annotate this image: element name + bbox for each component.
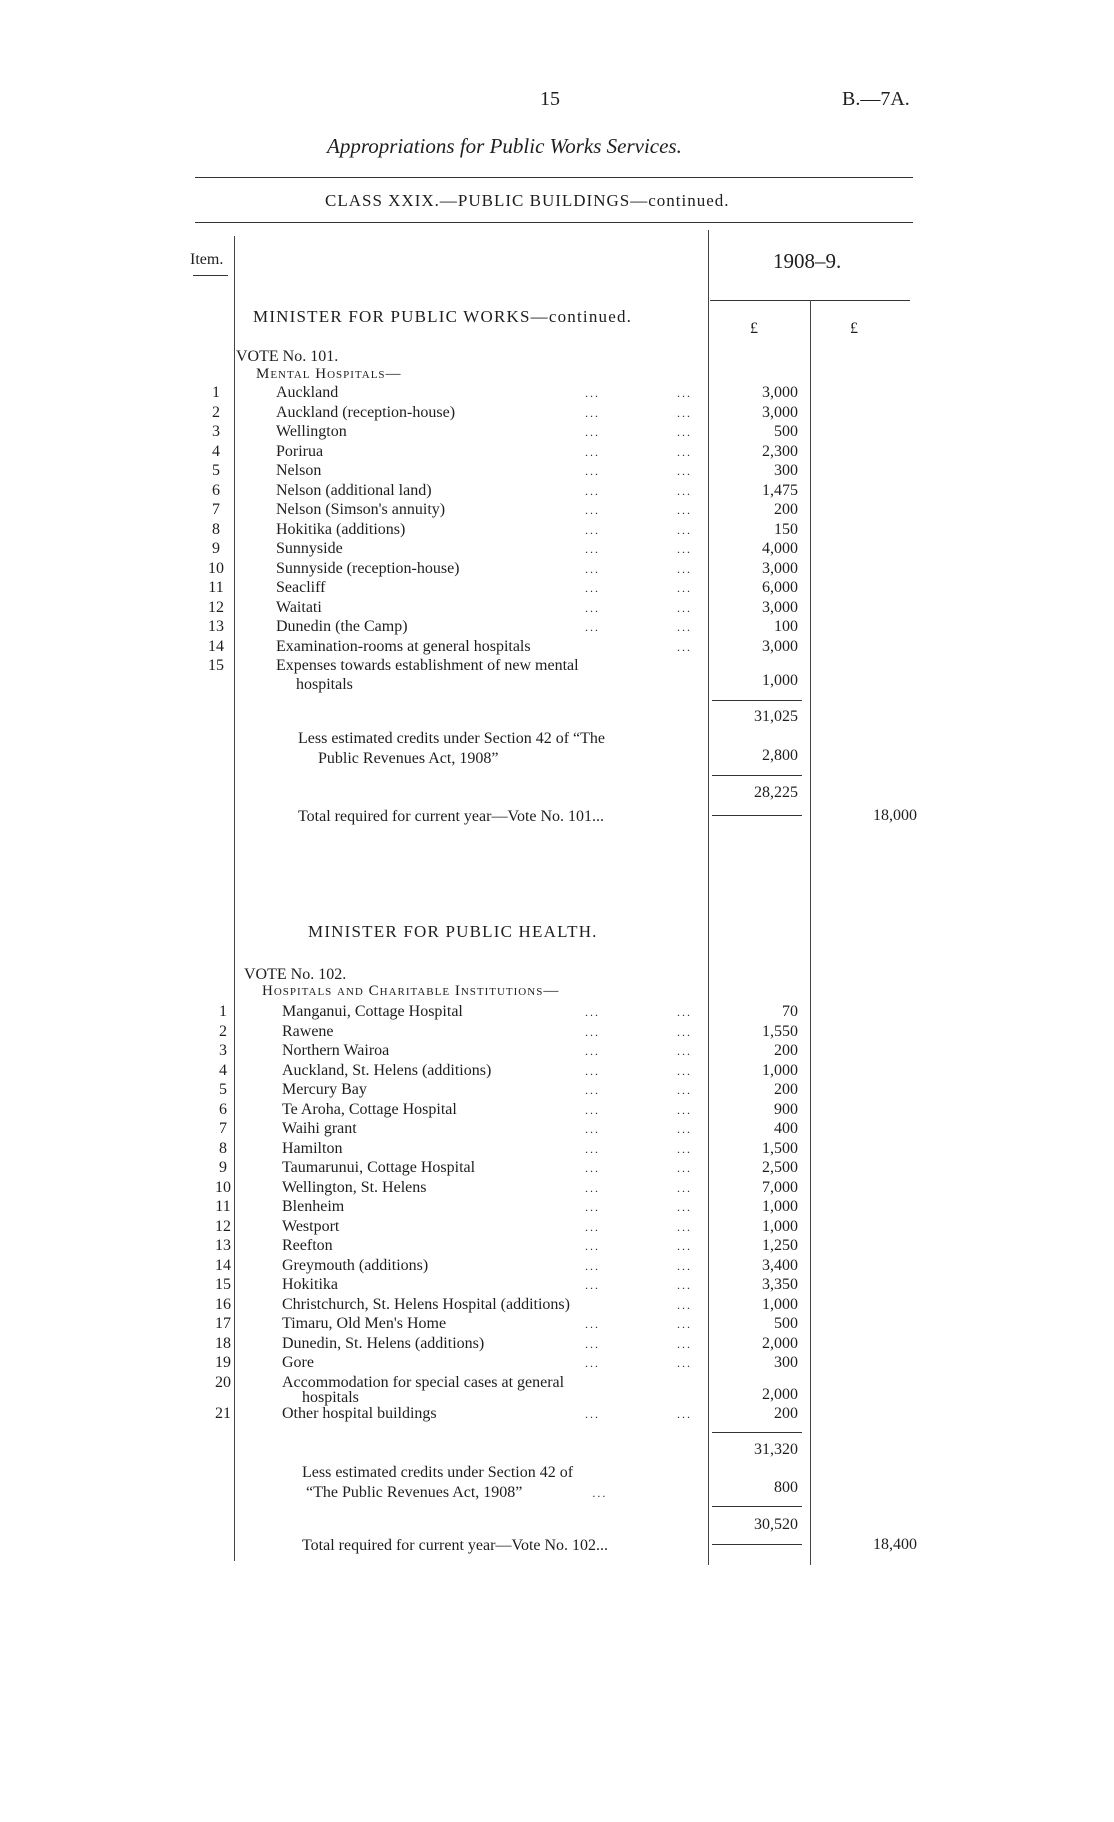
- table-row: [0, 1140, 1114, 1160]
- item-name: Hokitika (additions): [276, 520, 406, 538]
- item-name: Wellington: [276, 423, 347, 440]
- table-row: [0, 1296, 1114, 1316]
- item-name: Taumarunui, Cottage Hospital: [282, 1159, 476, 1176]
- item-amount: 1,000: [762, 1217, 798, 1235]
- leader-dots: ...: [677, 639, 692, 654]
- less-credits-101-line1: Less estimated credits under Section 42 of “The: [298, 730, 606, 747]
- year-column-header: 1908–9.: [773, 249, 842, 273]
- leader-dots: ...: [585, 1044, 600, 1058]
- leader-dots: ...: [677, 1219, 692, 1234]
- item-name: Auckland, St. Helens (additions): [282, 1061, 492, 1079]
- item-name: Accommodation for special cases at general: [282, 1373, 565, 1391]
- item-amount: 500: [774, 423, 798, 440]
- leader-dots: ...: [677, 1063, 692, 1078]
- item-amount: 900: [774, 1100, 798, 1118]
- leader-dots: ...: [585, 600, 600, 615]
- leader-dots: ...: [585, 1141, 600, 1156]
- total-rule-102: [712, 1544, 802, 1545]
- item-number: 5: [219, 1081, 227, 1098]
- leader-dots: ...: [585, 464, 600, 478]
- item-number: 9: [212, 540, 220, 557]
- subtotal-101: 31,025: [754, 708, 798, 725]
- leader-dots: ...: [585, 1239, 600, 1253]
- leader-dots: ...: [585, 1024, 600, 1039]
- item-number: 14: [215, 1256, 231, 1274]
- item-name: Sunnyside: [276, 540, 343, 557]
- vote-101-heading: VOTE No. 101.: [236, 348, 339, 365]
- item-number: 20: [215, 1373, 231, 1391]
- table-row: [0, 1023, 1114, 1043]
- item-number: 17: [215, 1315, 231, 1332]
- item-amount: 200: [774, 1042, 798, 1059]
- item-amount: 300: [774, 462, 798, 479]
- table-row: [0, 1354, 1114, 1374]
- item-number: 9: [219, 1159, 227, 1176]
- item-amount: 3,000: [762, 384, 798, 401]
- item-number: 6: [219, 1100, 227, 1118]
- item-amount: 1,000: [762, 1295, 798, 1313]
- item-number: 2: [219, 1022, 227, 1040]
- item-name: Nelson (additional land): [276, 481, 432, 499]
- item-name: Waihi grant: [282, 1120, 357, 1137]
- item-name: Examination-rooms at general hospitals: [276, 637, 531, 655]
- item-number: 19: [215, 1354, 231, 1371]
- leader-dots: ...: [677, 1356, 692, 1370]
- item-number: 10: [215, 1178, 231, 1196]
- table-row: [0, 1003, 1114, 1023]
- total-rule-101: [712, 815, 802, 816]
- item-name: Dunedin, St. Helens (additions): [282, 1334, 485, 1352]
- leader-dots: ...: [585, 444, 600, 459]
- leader-dots: ...: [585, 1005, 600, 1019]
- leader-dots: ...: [585, 1356, 600, 1370]
- total-102: 18,400: [873, 1536, 917, 1553]
- leader-dots: ...: [677, 1317, 692, 1331]
- leader-dots: ...: [585, 1102, 600, 1117]
- item-number: 1: [219, 1003, 227, 1020]
- item-name: Timaru, Old Men's Home: [282, 1315, 447, 1332]
- item-name: Greymouth (additions): [282, 1256, 429, 1274]
- item-column-header: Item.: [190, 251, 224, 268]
- item-name: Dunedin (the Camp): [276, 618, 408, 635]
- leader-dots: ...: [585, 1200, 600, 1214]
- leader-dots: ...: [677, 405, 692, 420]
- leader-dots: ...: [585, 620, 600, 634]
- table-row: [0, 1081, 1114, 1101]
- less-credits-101-amount: 2,800: [762, 747, 798, 764]
- leader-dots: ...: [677, 1024, 692, 1039]
- table-row: [0, 657, 1114, 677]
- table-row: [0, 1120, 1114, 1140]
- currency-symbol-col1: £: [750, 320, 758, 337]
- class-rule: [195, 222, 913, 223]
- item-amount: 200: [774, 501, 798, 518]
- item-number: 10: [208, 559, 224, 577]
- leader-dots: ...: [677, 503, 692, 517]
- item-name: Christchurch, St. Helens Hospital (additions): [282, 1295, 570, 1313]
- item-name: Hokitika: [282, 1276, 338, 1293]
- item-amount: 500: [774, 1315, 798, 1332]
- item-amount: 3,350: [762, 1276, 798, 1293]
- table-row: [0, 443, 1114, 463]
- leader-dots: ...: [585, 386, 600, 400]
- item-amount: 1,475: [762, 481, 798, 499]
- leader-dots: ...: [585, 581, 600, 595]
- item-number: 15: [215, 1276, 231, 1293]
- hospitals-subheading: Hospitals and Charitable Institutions—: [262, 983, 560, 999]
- leader-dots: ...: [585, 503, 600, 517]
- table-row: [0, 404, 1114, 424]
- leader-dots: ...: [677, 1278, 692, 1292]
- item-name: Gore: [282, 1354, 314, 1371]
- item-amount: 1,000: [762, 1198, 798, 1215]
- item-name: Northern Wairoa: [282, 1042, 390, 1059]
- leader-dots: ...: [677, 1297, 692, 1312]
- item-amount: 3,000: [762, 598, 798, 616]
- less-credits-102-line1: Less estimated credits under Section 42 of: [302, 1464, 574, 1481]
- table-row: [0, 423, 1114, 443]
- vote-102-heading: VOTE No. 102.: [244, 966, 347, 983]
- item-number: 12: [215, 1217, 231, 1235]
- table-row: [0, 560, 1114, 580]
- item-name: Waitati: [276, 598, 322, 616]
- item-name: Other hospital buildings: [282, 1405, 437, 1422]
- item-number: 4: [212, 442, 220, 460]
- item-amount: 3,000: [762, 559, 798, 577]
- leader-dots: ...: [585, 1219, 600, 1234]
- table-row: [0, 462, 1114, 482]
- table-row: [0, 1257, 1114, 1277]
- item-number: 3: [212, 423, 220, 440]
- item-name: Te Aroha, Cottage Hospital: [282, 1100, 457, 1118]
- item-amount: 1,550: [762, 1022, 798, 1040]
- item-amount: 4,000: [762, 540, 798, 557]
- total-label-102: Total required for current year—Vote No. 102: [302, 1537, 597, 1554]
- leader-dots: ...: [677, 620, 692, 634]
- item-20-continuation: hospitals: [302, 1389, 359, 1406]
- minister-heading-works: MINISTER FOR PUBLIC WORKS—continued.: [253, 307, 633, 326]
- table-row: [0, 1101, 1114, 1121]
- item-amount: 7,000: [762, 1178, 798, 1196]
- leader-dots: ...: [585, 1317, 600, 1331]
- leader-dots: ...: [585, 1161, 600, 1175]
- item-amount: 1,250: [762, 1237, 798, 1254]
- table-row: [0, 1374, 1114, 1394]
- leader-dots: ...: [585, 405, 600, 420]
- item-name: Nelson: [276, 462, 322, 479]
- item-name: Hamilton: [282, 1139, 343, 1157]
- leader-dots: ...: [585, 1407, 600, 1421]
- leader-dots: ...: [677, 1407, 692, 1421]
- item-amount: 3,000: [762, 403, 798, 421]
- item-number: 13: [215, 1237, 231, 1254]
- table-row: [0, 579, 1114, 599]
- item-name: Expenses towards establishment of new mental: [276, 657, 579, 674]
- item-number: 21: [215, 1405, 231, 1422]
- table-row: [0, 1335, 1114, 1355]
- table-row: [0, 1198, 1114, 1218]
- item-amount: 100: [774, 618, 798, 635]
- item-header-rule: [193, 275, 228, 276]
- class-title: CLASS XXIX.—PUBLIC BUILDINGS—continued.: [325, 191, 730, 210]
- item-amount: 2,000: [762, 1334, 798, 1352]
- item-number: 1: [212, 384, 220, 401]
- page-title: Appropriations for Public Works Services.: [327, 134, 682, 158]
- leader-dots: ...: [585, 542, 600, 556]
- less-credits-101-line2: Public Revenues Act, 1908”: [318, 750, 499, 767]
- item-amount: 6,000: [762, 579, 798, 596]
- table-row: [0, 1179, 1114, 1199]
- item-name: Westport: [282, 1217, 340, 1235]
- leader-dots: ...: [677, 542, 692, 556]
- document-reference: B.—7A.: [842, 88, 910, 110]
- net-rule-102: [712, 1506, 802, 1507]
- item-number: 11: [208, 579, 224, 596]
- leader-dots: ...: [585, 1258, 600, 1273]
- net-102: 30,520: [754, 1516, 798, 1533]
- item-name: Auckland: [276, 384, 339, 401]
- page-number: 15: [540, 88, 560, 110]
- less-credits-102-line2: “The Public Revenues Act, 1908”: [306, 1484, 523, 1501]
- item-name: Auckland (reception-house): [276, 403, 456, 421]
- minister-heading-health: MINISTER FOR PUBLIC HEALTH.: [308, 922, 598, 941]
- table-row: [0, 384, 1114, 404]
- item-number: 14: [208, 637, 224, 655]
- leader-dots: ...: [677, 1200, 692, 1214]
- item-number: 16: [215, 1295, 231, 1313]
- currency-symbol-col2: £: [850, 320, 858, 337]
- leader-dots: ...: [677, 464, 692, 478]
- leader-dots: ...: [677, 1122, 692, 1136]
- leader-dots: ...: [585, 425, 600, 439]
- leader-dots: ...: [677, 1044, 692, 1058]
- leader-dots: ...: [585, 483, 600, 498]
- mental-hospitals-subheading: Mental Hospitals—: [256, 366, 402, 382]
- total-101: 18,000: [873, 807, 917, 824]
- item-name: Blenheim: [282, 1198, 345, 1215]
- item-name: Nelson (Simson's annuity): [276, 501, 446, 518]
- table-row: [0, 1062, 1114, 1082]
- leader-dots: ...: [677, 522, 692, 537]
- item-amount: 3,000: [762, 637, 798, 655]
- item-number: 13: [208, 618, 224, 635]
- leader-dots: ...: [585, 1063, 600, 1078]
- item-amount: 300: [774, 1354, 798, 1371]
- item-number: 5: [212, 462, 220, 479]
- table-row: [0, 1405, 1114, 1425]
- item-amount: 1,000: [762, 1061, 798, 1079]
- item-name: Mercury Bay: [282, 1081, 367, 1098]
- subtotal-rule-101: [712, 700, 802, 701]
- item-name: Seacliff: [276, 579, 326, 596]
- item-number: 3: [219, 1042, 227, 1059]
- leader-dots: ...: [677, 1083, 692, 1097]
- leader-dots: ...: [677, 1141, 692, 1156]
- table-row: [0, 1042, 1114, 1062]
- item-15-amount: 1,000: [762, 672, 798, 689]
- item-name: Manganui, Cottage Hospital: [282, 1003, 463, 1020]
- item-number: 12: [208, 598, 224, 616]
- item-20-amount: 2,000: [762, 1386, 798, 1403]
- subtotal-102: 31,320: [754, 1441, 798, 1458]
- table-row: [0, 618, 1114, 638]
- leader-dots: ...: [677, 386, 692, 400]
- leader-dots: ...: [677, 561, 692, 576]
- table-row: [0, 540, 1114, 560]
- table-row: [0, 1315, 1114, 1335]
- item-amount: 200: [774, 1081, 798, 1098]
- table-row: [0, 482, 1114, 502]
- leader-dots: ...: [677, 483, 692, 498]
- item-amount: 70: [782, 1003, 798, 1020]
- leader-dots: ...: [677, 1180, 692, 1195]
- leader-dots: ...: [677, 425, 692, 439]
- item-name: Wellington, St. Helens: [282, 1178, 427, 1196]
- title-rule: [195, 177, 913, 178]
- leader-dots: ...: [677, 1161, 692, 1175]
- item-name: Reefton: [282, 1237, 333, 1254]
- item-amount: 1,500: [762, 1139, 798, 1157]
- item-15-continuation: hospitals: [296, 676, 353, 693]
- item-name: Porirua: [276, 442, 324, 460]
- leader-dots: ...: [585, 1180, 600, 1195]
- leader-dots: ...: [677, 1102, 692, 1117]
- net-101: 28,225: [754, 784, 798, 801]
- item-amount: 2,500: [762, 1159, 798, 1176]
- net-rule-101: [712, 775, 802, 776]
- item-amount: 3,400: [762, 1256, 798, 1274]
- item-number: 8: [219, 1139, 227, 1157]
- item-number: 15: [208, 657, 224, 674]
- less-credits-102-amount: 800: [774, 1479, 798, 1496]
- total-label-101: Total required for current year—Vote No. 101: [298, 808, 593, 825]
- item-number: 6: [212, 481, 220, 499]
- item-number: 7: [219, 1120, 227, 1137]
- table-row: [0, 1276, 1114, 1296]
- item-amount: 200: [774, 1405, 798, 1422]
- leader-dots: ...: [677, 1005, 692, 1019]
- table-row: [0, 1159, 1114, 1179]
- leader-dots: ...: [585, 1122, 600, 1136]
- table-row: [0, 1218, 1114, 1238]
- leader-dots: ...: [677, 600, 692, 615]
- table-row: [0, 1237, 1114, 1257]
- item-name: Rawene: [282, 1022, 334, 1040]
- leader-dots: ...: [677, 581, 692, 595]
- leader-dots: ...: [585, 1083, 600, 1097]
- item-amount: 2,300: [762, 442, 798, 460]
- table-row: [0, 599, 1114, 619]
- leader-dots: ...: [677, 1239, 692, 1253]
- leader-dots: ...: [585, 1278, 600, 1292]
- leader-dots: ...: [585, 522, 600, 537]
- table-row: [0, 638, 1114, 658]
- item-number: 7: [212, 501, 220, 518]
- table-row: [0, 521, 1114, 541]
- item-number: 2: [212, 403, 220, 421]
- item-amount: 150: [774, 520, 798, 538]
- item-number: 4: [219, 1061, 227, 1079]
- subtotal-rule-102: [712, 1432, 802, 1433]
- leader-dots: ...: [585, 561, 600, 576]
- leader-dots: ...: [677, 1258, 692, 1273]
- item-number: 11: [215, 1198, 231, 1215]
- leader-dots: ...: [677, 1336, 692, 1351]
- item-number: 18: [215, 1334, 231, 1352]
- leader-dots: ...: [677, 444, 692, 459]
- table-row: [0, 501, 1114, 521]
- item-name: Sunnyside (reception-house): [276, 559, 460, 577]
- leader-dots: ...: [585, 1336, 600, 1351]
- item-amount: 400: [774, 1120, 798, 1137]
- item-number: 8: [212, 520, 220, 538]
